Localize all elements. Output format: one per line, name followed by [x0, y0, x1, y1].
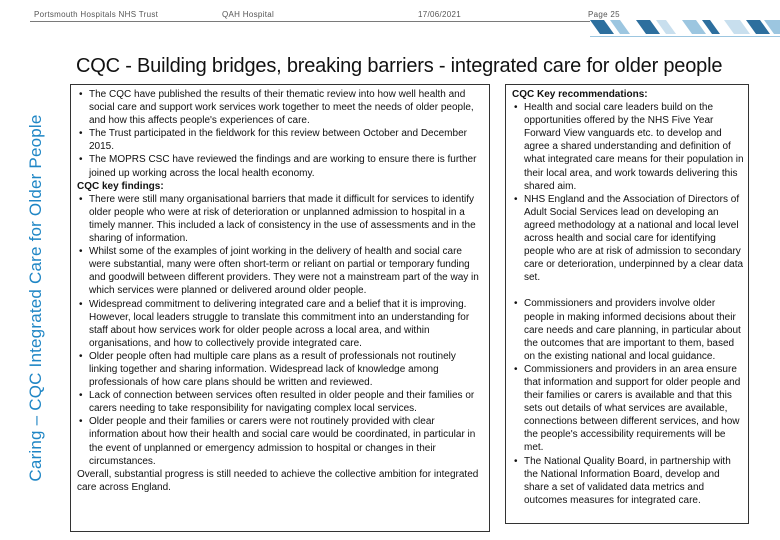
- header-hospital: QAH Hospital: [222, 10, 275, 19]
- findings-heading: CQC key findings:: [77, 180, 164, 192]
- sidebar-label: Caring – CQC Integrated Care for Older People: [26, 114, 45, 482]
- recommendations-panel: [505, 84, 749, 524]
- list-item: • The CQC have published the results of their thematic review into how well health and social care and support work services work together to meet the needs of older people, and how this affects people's experiences of care.: [77, 88, 483, 127]
- recommendations-list-b: [512, 297, 744, 507]
- list-item: • The Trust participated in the fieldwork for this review between October and December 2015.: [77, 127, 483, 153]
- recommendations-list-a: [512, 101, 744, 284]
- list-item: • The MOPRS CSC have reviewed the findings and are working to ensure there is further joined up working across the local health economy.: [77, 153, 483, 179]
- list-item: • There were still many organisational barriers that made it difficult for services to identify older people who were at risk of deterioration or unplanned admission to hospital in a timely manner. This included a lack of consistency in the use of assessments and in the sharing of information.: [77, 193, 483, 245]
- list-item: • Widespread commitment to delivering integrated care and a belief that it is improving. However, local leaders struggle to translate this commitment into an understanding for staff about how services work for older people across a local area, and within organisations, and how to collectively provide integrated care.: [77, 298, 483, 350]
- header-trust: Portsmouth Hospitals NHS Trust: [34, 10, 159, 19]
- list-item: • NHS England and the Association of Directors of Adult Social Services lead on developing an agreed methodology at a national and local level across health and social care for identifying people who are at risk of admission to secondary care or deterioration, underpinned by a clear data set.: [512, 193, 744, 285]
- list-item: • Commissioners and providers in an area ensure that information and support for older people and their families or carers is available and that this sets out details of what services are available, connections between different services, and how the people's accessibility requirements will be met.: [512, 363, 744, 455]
- list-item: • Commissioners and providers involve older people in making informed decisions about their care needs and care planning, in particular about the outcomes that are important to them, based on the existing national and local guidance.: [512, 297, 744, 362]
- page-title: CQC - Building bridges, breaking barriers - integrated care for older people: [76, 55, 723, 77]
- header-page: Page 25: [588, 10, 620, 19]
- sidebar: [0, 0, 45, 540]
- conclusion-text: Overall, substantial progress is still needed to achieve the collective ambition for integrated care across England.: [77, 468, 479, 493]
- list-item: • Older people and their families or carers were not routinely provided with clear information about how their health and social care would be coordinated, in particular in the event of unplanned or emergency admission to hospital or changes in their circumstances.: [77, 415, 483, 467]
- list-item: • Health and social care leaders build on the opportunities offered by the NHS Five Year Forward View vanguards etc. to develop and agree a shared understanding and definition of what integrated care means for their population in their local area, and work towards delivering this shared aim.: [512, 101, 744, 193]
- decorative-stripes: [590, 20, 780, 50]
- list-item: • Lack of connection between services often resulted in older people and their families or carers needing to take responsibility for navigating complex local services.: [77, 389, 483, 415]
- findings-panel: [70, 84, 490, 532]
- findings-list: [77, 193, 483, 468]
- recommendations-heading: CQC Key recommendations:: [512, 89, 648, 100]
- list-item: • Whilst some of the examples of joint working in the delivery of health and social care were substantial, many were often short-term or reliant on partial or temporary funding and goodwill between different providers. They were not a mainstream part of the way in which services were planned or delivered around older people.: [77, 245, 483, 297]
- spacer: [512, 284, 744, 297]
- header-date: 17/06/2021: [418, 10, 462, 19]
- header-divider: [30, 21, 590, 22]
- list-item: • The National Quality Board, in partnership with the National Information Board, develop and share a set of validated data metrics and outcomes measures for integrated care.: [512, 455, 744, 507]
- intro-list: [77, 88, 483, 180]
- list-item: • Older people often had multiple care plans as a result of professionals not routinely linking together and sharing information. Widespread lack of knowledge among professionals of how care plans should be written and reviewed.: [77, 350, 483, 389]
